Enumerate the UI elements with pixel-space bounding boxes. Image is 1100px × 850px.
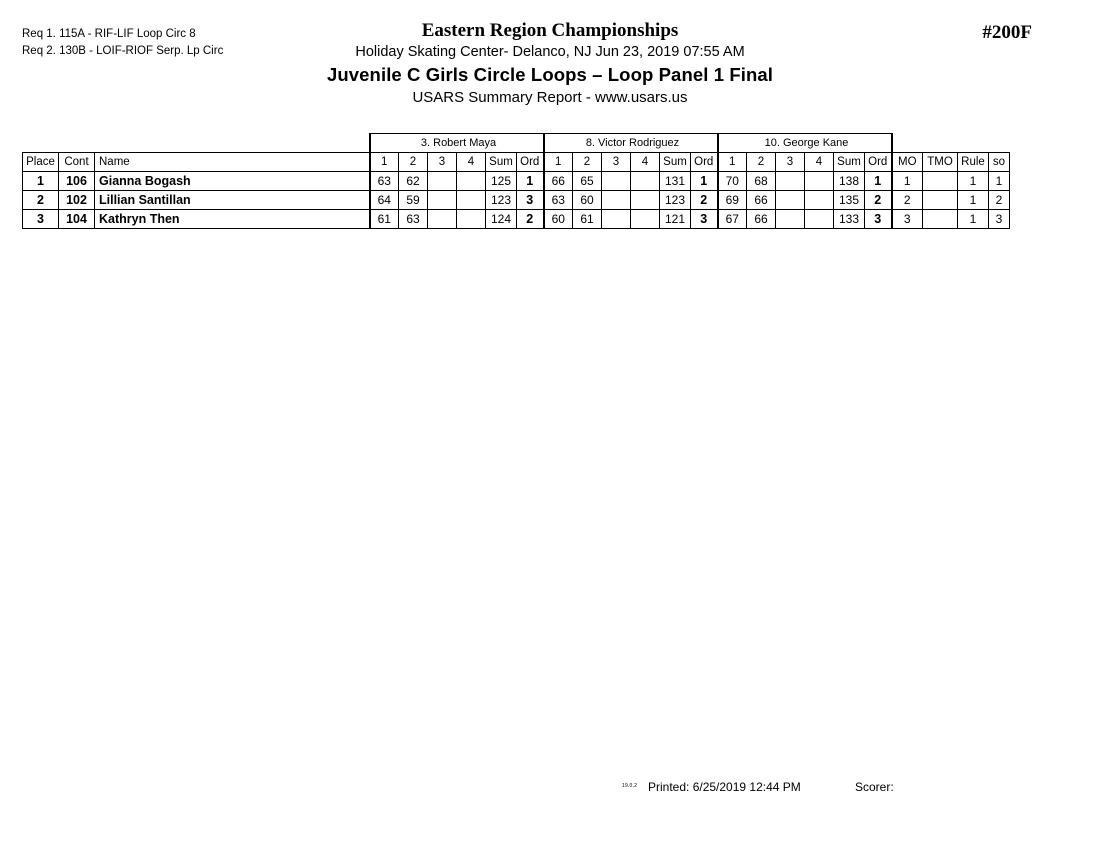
header-place: Place xyxy=(23,153,59,172)
header-name: Name xyxy=(95,153,370,172)
judge-row-spacer-cont xyxy=(59,134,95,153)
judge-row-spacer-place xyxy=(23,134,59,153)
cell-j3-ord: 1 xyxy=(865,172,892,191)
cell-j1-score-2: 59 xyxy=(399,191,428,210)
cell-j1-score-4 xyxy=(457,172,486,191)
cell-j3-score-4 xyxy=(805,210,834,229)
cell-j1-score-3 xyxy=(428,172,457,191)
title-block xyxy=(0,20,1100,109)
judge-1-header: 3. Robert Maya xyxy=(370,134,544,153)
header-mo: MO xyxy=(892,153,923,172)
cell-j1-ord: 3 xyxy=(517,191,544,210)
cell-so: 2 xyxy=(989,191,1010,210)
cell-j2-ord: 3 xyxy=(691,210,718,229)
cell-j3-score-3 xyxy=(776,210,805,229)
cell-j3-score-1: 70 xyxy=(718,172,747,191)
judge-row-spacer-so xyxy=(989,134,1010,153)
header-j2-ord: Ord xyxy=(691,153,718,172)
cell-j1-sum: 124 xyxy=(486,210,517,229)
judge-row-spacer-rule xyxy=(958,134,989,153)
cell-j1-sum: 123 xyxy=(486,191,517,210)
header-tmo: TMO xyxy=(923,153,958,172)
cell-j3-ord: 2 xyxy=(865,191,892,210)
cell-j1-score-3 xyxy=(428,210,457,229)
header-j2-score-1: 1 xyxy=(544,153,573,172)
cell-j1-score-1: 61 xyxy=(370,210,399,229)
cell-j2-score-4 xyxy=(631,172,660,191)
header-j2-score-2: 2 xyxy=(573,153,602,172)
cell-j2-sum: 131 xyxy=(660,172,691,191)
cell-j3-score-1: 67 xyxy=(718,210,747,229)
cell-j1-sum: 125 xyxy=(486,172,517,191)
report-source-line: USARS Summary Report - www.usars.us xyxy=(412,89,688,106)
header-j3-score-1: 1 xyxy=(718,153,747,172)
judge-2-header: 8. Victor Rodriguez xyxy=(544,134,718,153)
cell-j2-score-3 xyxy=(602,172,631,191)
results-table xyxy=(22,133,1010,229)
cell-tmo xyxy=(923,210,958,229)
cell-j1-score-1: 63 xyxy=(370,172,399,191)
cell-so: 1 xyxy=(989,172,1010,191)
cell-mo: 1 xyxy=(892,172,923,191)
cell-cont: 106 xyxy=(59,172,95,191)
header-j1-score-2: 2 xyxy=(399,153,428,172)
header-j3-sum: Sum xyxy=(834,153,865,172)
judge-row-spacer-mo xyxy=(892,134,923,153)
cell-j2-score-2: 60 xyxy=(573,191,602,210)
cell-name: Gianna Bogash xyxy=(95,172,370,191)
column-header-row xyxy=(23,153,1010,172)
event-title: Eastern Region Championships xyxy=(421,20,679,41)
table-row xyxy=(23,191,1010,210)
judge-row-spacer-tmo xyxy=(923,134,958,153)
cell-j3-score-4 xyxy=(805,191,834,210)
cell-j2-score-2: 65 xyxy=(573,172,602,191)
header-j2-score-4: 4 xyxy=(631,153,660,172)
header-j2-sum: Sum xyxy=(660,153,691,172)
cell-j3-score-3 xyxy=(776,172,805,191)
cell-place: 2 xyxy=(23,191,59,210)
cell-j3-score-3 xyxy=(776,191,805,210)
cell-cont: 104 xyxy=(59,210,95,229)
cell-j3-score-1: 69 xyxy=(718,191,747,210)
cell-tmo xyxy=(923,191,958,210)
cell-mo: 2 xyxy=(892,191,923,210)
cell-j2-ord: 1 xyxy=(691,172,718,191)
cell-j2-score-3 xyxy=(602,191,631,210)
cell-j1-score-3 xyxy=(428,191,457,210)
cell-j2-score-2: 61 xyxy=(573,210,602,229)
judge-header-row xyxy=(23,134,1010,153)
cell-rule: 1 xyxy=(958,210,989,229)
cell-j3-sum: 135 xyxy=(834,191,865,210)
header-j3-ord: Ord xyxy=(865,153,892,172)
cell-j2-score-3 xyxy=(602,210,631,229)
cell-name: Kathryn Then xyxy=(95,210,370,229)
cell-j1-score-2: 63 xyxy=(399,210,428,229)
cell-j3-score-4 xyxy=(805,172,834,191)
cell-j3-score-2: 66 xyxy=(747,191,776,210)
version-tag: 19.0.2 xyxy=(622,783,638,789)
header-j1-score-4: 4 xyxy=(457,153,486,172)
cell-j3-sum: 138 xyxy=(834,172,865,191)
cell-rule: 1 xyxy=(958,172,989,191)
results-table-container xyxy=(22,133,1010,229)
cell-j1-score-1: 64 xyxy=(370,191,399,210)
cell-j2-score-4 xyxy=(631,210,660,229)
cell-j2-ord: 2 xyxy=(691,191,718,210)
cell-j2-score-4 xyxy=(631,191,660,210)
cell-place: 1 xyxy=(23,172,59,191)
cell-j1-score-4 xyxy=(457,210,486,229)
cell-cont: 102 xyxy=(59,191,95,210)
cell-tmo xyxy=(923,172,958,191)
scorer-label: Scorer: xyxy=(855,780,894,794)
header-j1-sum: Sum xyxy=(486,153,517,172)
header-j1-score-3: 3 xyxy=(428,153,457,172)
cell-j2-score-1: 63 xyxy=(544,191,573,210)
cell-j3-score-2: 68 xyxy=(747,172,776,191)
class-title: Juvenile C Girls Circle Loops – Loop Panel 1 Final xyxy=(326,64,774,85)
header-j3-score-3: 3 xyxy=(776,153,805,172)
cell-j2-score-1: 60 xyxy=(544,210,573,229)
header-j3-score-2: 2 xyxy=(747,153,776,172)
cell-j1-score-2: 62 xyxy=(399,172,428,191)
printed-timestamp: Printed: 6/25/2019 12:44 PM xyxy=(648,780,801,794)
header-j2-score-3: 3 xyxy=(602,153,631,172)
table-row xyxy=(23,172,1010,191)
cell-j3-sum: 133 xyxy=(834,210,865,229)
cell-j2-score-1: 66 xyxy=(544,172,573,191)
venue-datetime-line: Holiday Skating Center- Delanco, NJ Jun 23, 2019 07:55 AM xyxy=(355,44,745,60)
cell-name: Lillian Santillan xyxy=(95,191,370,210)
header-j3-score-4: 4 xyxy=(805,153,834,172)
header-j1-ord: Ord xyxy=(517,153,544,172)
header-cont: Cont xyxy=(59,153,95,172)
table-row xyxy=(23,210,1010,229)
cell-j2-sum: 121 xyxy=(660,210,691,229)
cell-j1-ord: 1 xyxy=(517,172,544,191)
requirement-line-2: Req 2. 130B - LOIF-RIOF Serp. Lp Circ xyxy=(22,45,224,57)
cell-j3-ord: 3 xyxy=(865,210,892,229)
cell-j2-sum: 123 xyxy=(660,191,691,210)
event-number: #200F xyxy=(982,22,1032,43)
requirement-line-1: Req 1. 115A - RIF-LIF Loop Circ 8 xyxy=(22,28,196,40)
header-j1-score-1: 1 xyxy=(370,153,399,172)
cell-j1-ord: 2 xyxy=(517,210,544,229)
cell-place: 3 xyxy=(23,210,59,229)
header-so: so xyxy=(989,153,1010,172)
cell-j1-score-4 xyxy=(457,191,486,210)
header-rule: Rule xyxy=(958,153,989,172)
judge-row-spacer-name xyxy=(95,134,370,153)
judge-3-header: 10. George Kane xyxy=(718,134,892,153)
cell-mo: 3 xyxy=(892,210,923,229)
cell-j3-score-2: 66 xyxy=(747,210,776,229)
cell-so: 3 xyxy=(989,210,1010,229)
cell-rule: 1 xyxy=(958,191,989,210)
